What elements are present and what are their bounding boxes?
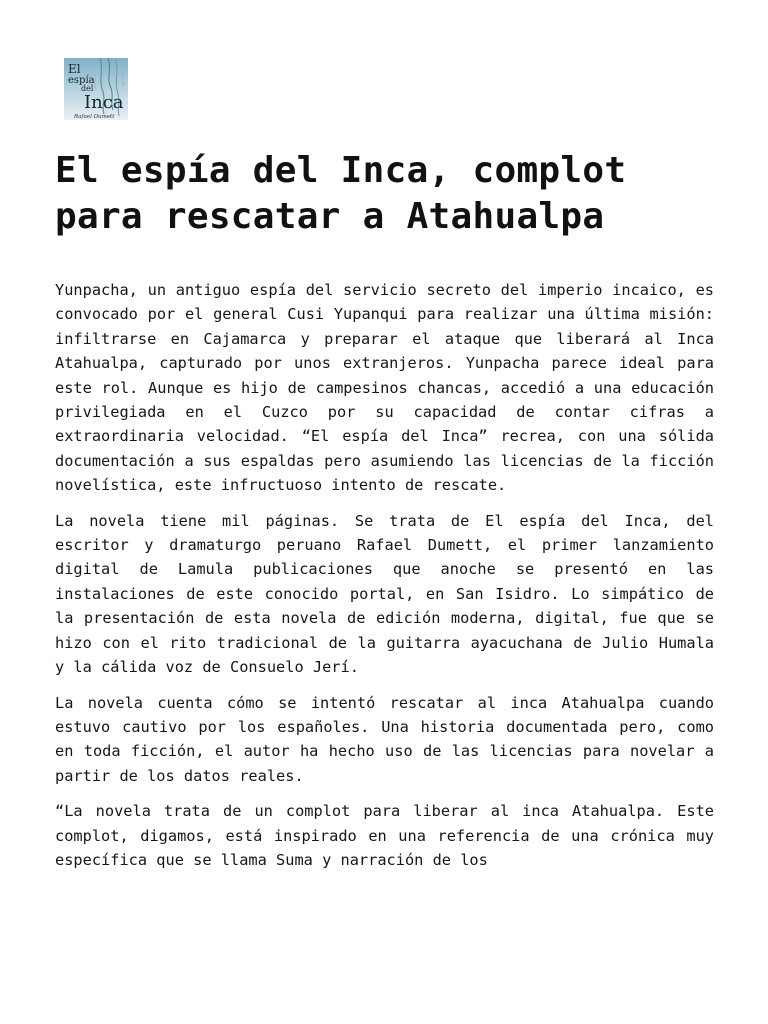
cover-title-line-1: El xyxy=(68,62,81,76)
article-paragraph: “La novela trata de un complot para liberar al inca Atahualpa. Este complot, digamos, está inspirado en una referencia de una crónica muy específica que se llama Suma y narración de los xyxy=(55,802,714,869)
cover-title-line-3: del xyxy=(81,84,94,93)
cover-title-line-4: Inca xyxy=(84,92,124,113)
article-paragraph: Yunpacha, un antiguo espía del servicio secreto del imperio incaico, es convocado por el general Cusi Yupanqui para realizar una última misión: infiltrarse en Cajamarca y preparar el ataque que liberará al Inca Atahualpa, capturado por unos extranjeros. Yunpacha parece ideal para este rol. Aunque es hijo de campesinos chancas, accedió a una educación privilegiada en el Cuzco por su capacidad de contar cifras a extraordinaria velocidad. “El espía del Inca” recrea, con una sólida documentación a sus espaldas pero asumiendo las licencias de la ficción novelística, este infructuoso intento de rescate. xyxy=(55,281,714,495)
article-title: El espía del Inca, complot para rescatar a Atahualpa xyxy=(55,150,627,237)
cover-title-line-2: espía xyxy=(68,75,95,86)
article-paragraph: La novela tiene mil páginas. Se trata de El espía del Inca, del escritor y dramaturgo peruano Rafael Dumett, el primer lanzamiento digital de Lamula publicaciones que anoche se presentó en las instalaciones de este conocido portal, en San Isidro. Lo simpático de la presentación de esta novela de edición moderna, digital, fue que se hizo con el rito tradicional de la guitarra ayacuchana de Julio Humala y la cálida voz de Consuelo Jerí. xyxy=(55,511,714,677)
article-paragraph: La novela cuenta cómo se intentó rescatar al inca Atahualpa cuando estuvo cautivo por los españoles. Una historia documentada pero, como en toda ficción, el autor ha hecho uso de las licencias para novelar a partir de los datos reales. xyxy=(55,693,714,785)
article-body xyxy=(55,278,714,883)
book-cover-image xyxy=(64,58,128,120)
cover-author: Rafael Dumett xyxy=(74,114,115,120)
